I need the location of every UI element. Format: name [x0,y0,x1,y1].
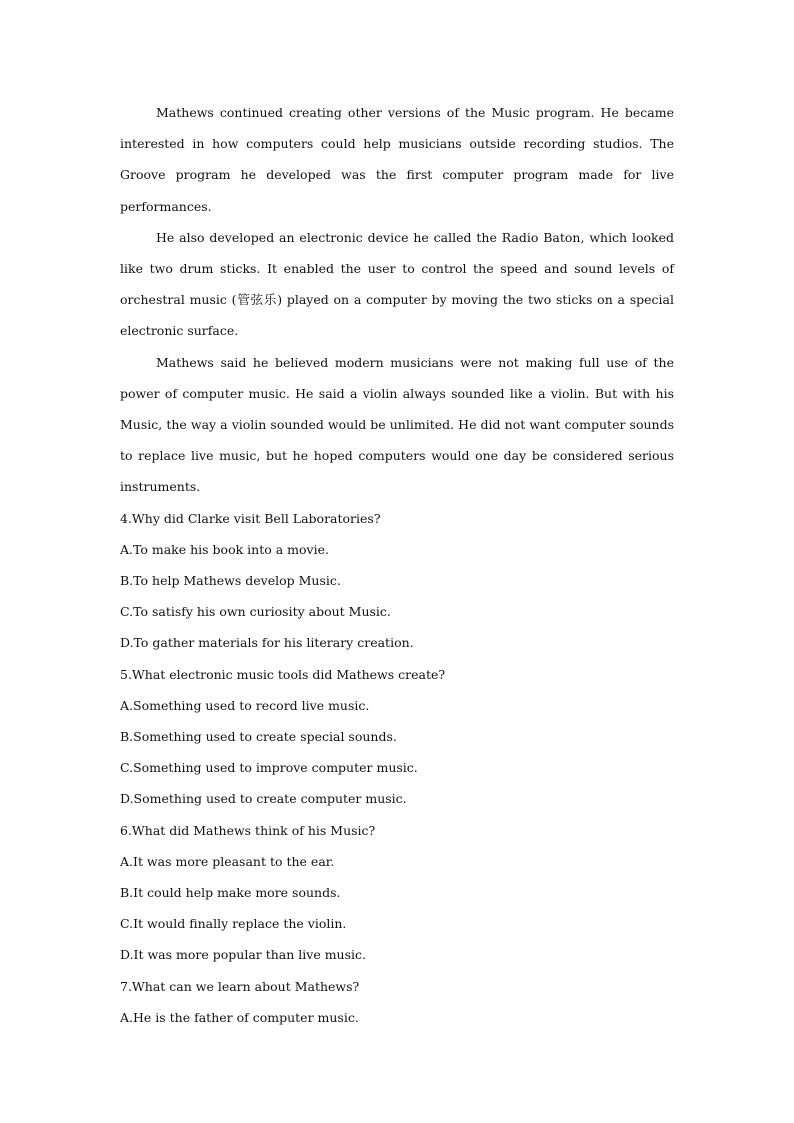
answer-option: C.It would finally replace the violin. [120,916,347,932]
passage-paragraph: Mathews said he believed modern musicians were not making full use of the power of computer music. He said a violin always sounded like a violin. But with his Music, the way a violin sounded would be unlimited. He did not want computer sounds to replace live music, but he hoped computers would one day be considered serious instruments. [120,354,674,495]
answer-option: B.It could help make more sounds. [120,885,341,901]
passage-paragraph: Mathews continued creating other versions of the Music program. He became interested in how computers could help musicians outside recording studios. The Groove program he developed was the first computer program made for live performances. [120,105,674,214]
question-7 [120,971,674,1033]
question-5 [120,659,674,815]
answer-option: A.To make his book into a movie. [120,541,329,557]
answer-option: A.Something used to record live music. [120,697,370,713]
question-stem: 6.What did Mathews think of his Music? [120,822,376,838]
document-page [120,97,674,1033]
answer-option: B.Something used to create special sounds. [120,729,397,745]
answer-option: D.Something used to create computer music. [120,791,407,807]
question-4 [120,503,674,659]
answer-option: C.To satisfy his own curiosity about Music. [120,604,391,620]
answer-option: D.It was more popular than live music. [120,947,366,963]
answer-option: C.Something used to improve computer music. [120,760,418,776]
answer-option: A.He is the father of computer music. [120,1009,359,1025]
answer-option: D.To gather materials for his literary creation. [120,635,414,651]
question-stem: 4.Why did Clarke visit Bell Laboratories? [120,510,381,526]
question-stem: 5.What electronic music tools did Mathews create? [120,666,446,682]
answer-option: B.To help Mathews develop Music. [120,573,341,589]
question-6 [120,815,674,971]
passage-paragraph: He also developed an electronic device he called the Radio Baton, which looked like two drum sticks. It enabled the user to control the speed and sound levels of orchestral music (管弦乐) played on a computer by moving the two sticks on a special electronic surface. [120,229,674,339]
question-stem: 7.What can we learn about Mathews? [120,978,360,994]
answer-option: A.It was more pleasant to the ear. [120,853,335,869]
